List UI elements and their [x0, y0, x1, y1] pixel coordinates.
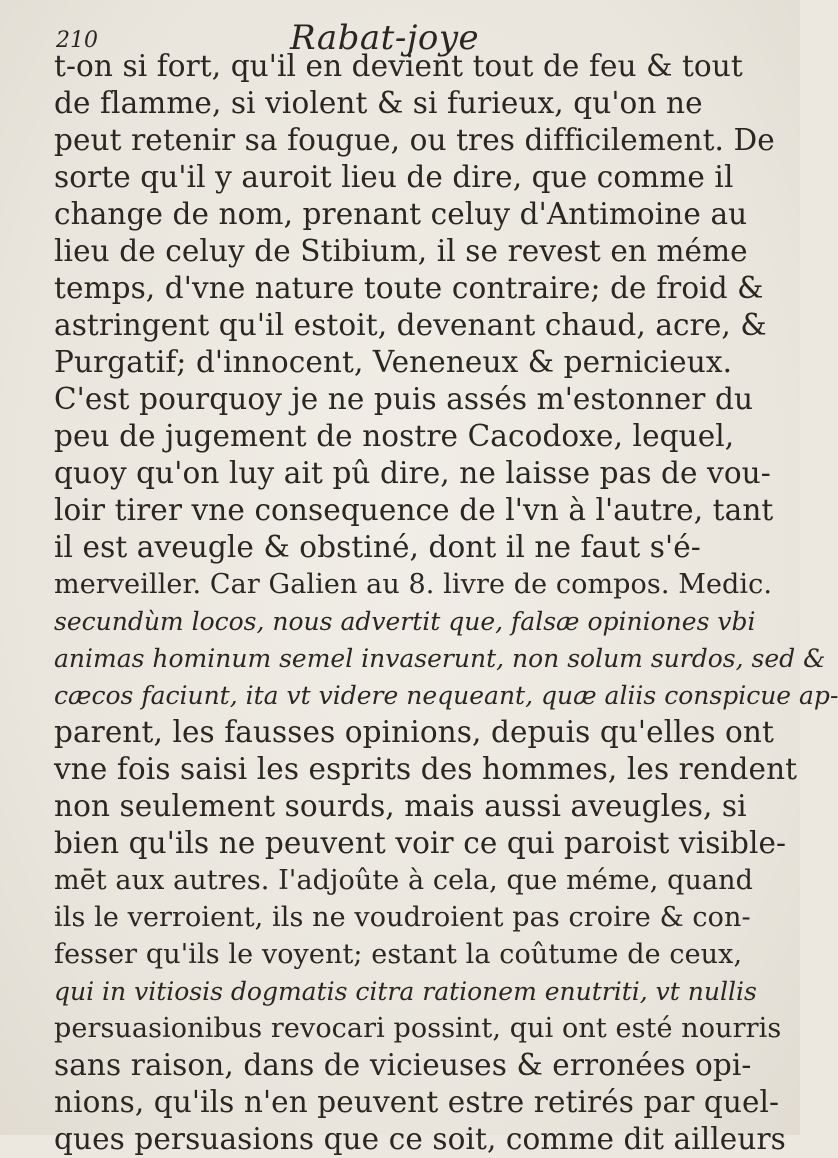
text-line: temps, d'vne nature toute contraire; de froid &: [54, 271, 764, 305]
text-line: loir tirer vne consequence de l'vn à l'autre, tant: [54, 493, 774, 527]
text-line: mēt aux autres. I'adjoûte à cela, que méme, quand: [54, 865, 754, 896]
text-line: Purgatif; d'innocent, Veneneux & pernicieux.: [54, 345, 733, 379]
text-line: peu de jugement de nostre Cacodoxe, lequel,: [54, 419, 735, 453]
latin-quote-line: qui in vitiosis dogmatis citra rationem enutriti, vt nullis: [54, 977, 757, 1006]
text-line: nions, qu'ils n'en peuvent estre retirés par quel-: [54, 1085, 780, 1119]
text-line: ques persuasions que ce soit, comme dit ailleurs: [54, 1122, 786, 1156]
text-line: fesser qu'ils le voyent; estant la coûtume de ceux,: [54, 939, 743, 970]
text-line: sans raison, dans de vicieuses & erronées opi-: [54, 1048, 752, 1082]
text-line: t-on si fort, qu'il en devient tout de feu & tout: [54, 49, 743, 83]
text-line: change de nom, prenant celuy d'Antimoine au: [54, 197, 748, 231]
text-line: persuasionibus revocari possint, qui ont esté nourris: [54, 1013, 782, 1044]
text-line: non seulement sourds, mais aussi aveugles, si: [54, 789, 747, 823]
text-line: parent, les fausses opinions, depuis qu'elles ont: [54, 715, 774, 749]
page-number: 210: [56, 28, 98, 53]
text-line: vne fois saisi les esprits des hommes, les rendent: [54, 752, 798, 786]
latin-quote-line: secundùm locos, nous advertit que, falsæ opiniones vbi: [54, 607, 756, 636]
text-line: C'est pourquoy je ne puis assés m'estonner du: [54, 382, 754, 416]
latin-quote-line: animas hominum semel invaserunt, non solum surdos, sed &: [54, 644, 826, 673]
latin-quote-line: cæcos faciunt, ita vt videre nequeant, quæ aliis conspicue ap-: [54, 681, 838, 710]
running-title: Rabat-joye: [290, 18, 480, 58]
text-line: il est aveugle & obstiné, dont il ne faut s'é-: [54, 530, 701, 564]
text-line: ils le verroient, ils ne voudroient pas croire & con-: [54, 902, 751, 933]
text-line: merveiller. Car Galien au 8. livre de compos. Medic.: [54, 569, 773, 600]
text-line: bien qu'ils ne peuvent voir ce qui paroist visible-: [54, 826, 787, 860]
text-line: lieu de celuy de Stibium, il se revest en méme: [54, 234, 748, 268]
body-text: [54, 48, 838, 1158]
text-line: astringent qu'il estoit, devenant chaud, acre, &: [54, 308, 767, 342]
text-line: sorte qu'il y auroit lieu de dire, que comme il: [54, 160, 734, 194]
text-line: de flamme, si violent & si furieux, qu'on ne: [54, 86, 703, 120]
text-line: quoy qu'on luy ait pû dire, ne laisse pas de vou-: [54, 456, 771, 490]
text-line: peut retenir sa fougue, ou tres difficilement. De: [54, 123, 775, 157]
